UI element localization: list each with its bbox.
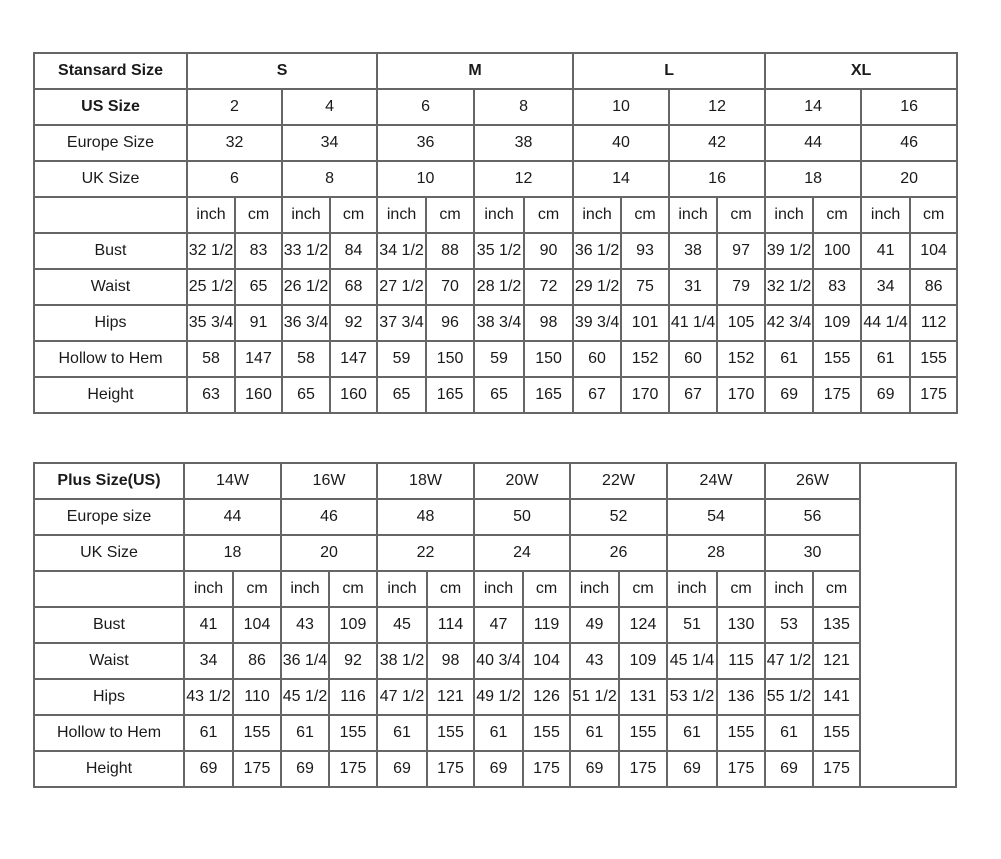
uk-size-value: 18 bbox=[765, 161, 861, 197]
plus-measurement-value: 45 bbox=[377, 607, 427, 643]
measurement-value: 29 1/2 bbox=[573, 269, 621, 305]
measurement-value: 34 1/2 bbox=[377, 233, 426, 269]
unit-inch: inch bbox=[765, 197, 813, 233]
measurement-value: 101 bbox=[621, 305, 669, 341]
plus-measurement-value: 49 bbox=[570, 607, 619, 643]
plus-measurement-value: 45 1/4 bbox=[667, 643, 717, 679]
measurement-value: 34 bbox=[861, 269, 910, 305]
plus-measurement-value: 51 bbox=[667, 607, 717, 643]
plus-measurement-row bbox=[34, 643, 956, 679]
measurement-value: 65 bbox=[474, 377, 524, 413]
measurement-value: 165 bbox=[524, 377, 573, 413]
plus-measurement-value: 109 bbox=[619, 643, 667, 679]
plus-size-value: 16W bbox=[281, 463, 377, 499]
plus-measurement-row bbox=[34, 607, 956, 643]
measurement-value: 86 bbox=[910, 269, 957, 305]
plus-measurement-row bbox=[34, 715, 956, 751]
measurement-value: 59 bbox=[377, 341, 426, 377]
measurement-value: 38 3/4 bbox=[474, 305, 524, 341]
measurement-label: Height bbox=[34, 377, 187, 413]
measurement-value: 60 bbox=[669, 341, 717, 377]
unit-inch: inch bbox=[669, 197, 717, 233]
measurement-value: 39 1/2 bbox=[765, 233, 813, 269]
plus-measurement-value: 110 bbox=[233, 679, 281, 715]
plus-uk-value: 24 bbox=[474, 535, 570, 571]
plus-measurement-value: 55 1/2 bbox=[765, 679, 813, 715]
plus-measurement-value: 34 bbox=[184, 643, 233, 679]
plus-size-value: 26W bbox=[765, 463, 860, 499]
us-size-value: 16 bbox=[861, 89, 957, 125]
uk-size-value: 8 bbox=[282, 161, 377, 197]
uk-size-value: 12 bbox=[474, 161, 573, 197]
measurement-value: 69 bbox=[765, 377, 813, 413]
measurement-value: 175 bbox=[813, 377, 861, 413]
unit-inch: inch bbox=[765, 571, 813, 607]
measurement-row bbox=[34, 233, 957, 269]
plus-measurement-value: 155 bbox=[619, 715, 667, 751]
measurement-value: 61 bbox=[765, 341, 813, 377]
measurement-value: 35 3/4 bbox=[187, 305, 235, 341]
uk-size-value: 14 bbox=[573, 161, 669, 197]
unit-cm: cm bbox=[524, 197, 573, 233]
plus-size-value: 18W bbox=[377, 463, 474, 499]
europe-size-label: Europe Size bbox=[34, 125, 187, 161]
unit-cm: cm bbox=[910, 197, 957, 233]
unit-cm: cm bbox=[619, 571, 667, 607]
unit-inch: inch bbox=[282, 197, 330, 233]
plus-measurement-value: 61 bbox=[184, 715, 233, 751]
measurement-value: 100 bbox=[813, 233, 861, 269]
measurement-row bbox=[34, 269, 957, 305]
measurement-value: 35 1/2 bbox=[474, 233, 524, 269]
plus-unit-row-blank bbox=[34, 571, 184, 607]
measurement-value: 28 1/2 bbox=[474, 269, 524, 305]
us-size-value: 6 bbox=[377, 89, 474, 125]
unit-inch: inch bbox=[573, 197, 621, 233]
plus-measurement-value: 130 bbox=[717, 607, 765, 643]
standard-size-header: Stansard Size bbox=[34, 53, 187, 89]
measurement-value: 41 1/4 bbox=[669, 305, 717, 341]
measurement-value: 65 bbox=[282, 377, 330, 413]
measurement-value: 69 bbox=[861, 377, 910, 413]
measurement-value: 26 1/2 bbox=[282, 269, 330, 305]
uk-size-value: 16 bbox=[669, 161, 765, 197]
unit-cm: cm bbox=[330, 197, 377, 233]
size-letter-0: S bbox=[187, 53, 377, 89]
plus-measurement-value: 98 bbox=[427, 643, 474, 679]
measurement-value: 63 bbox=[187, 377, 235, 413]
plus-measurement-value: 175 bbox=[233, 751, 281, 787]
plus-europe-value: 46 bbox=[281, 499, 377, 535]
plus-measurement-label: Hips bbox=[34, 679, 184, 715]
us-size-value: 10 bbox=[573, 89, 669, 125]
measurement-value: 98 bbox=[524, 305, 573, 341]
uk-size-value: 6 bbox=[187, 161, 282, 197]
plus-europe-value: 56 bbox=[765, 499, 860, 535]
measurement-value: 65 bbox=[377, 377, 426, 413]
plus-measurement-value: 175 bbox=[717, 751, 765, 787]
plus-measurement-value: 43 bbox=[570, 643, 619, 679]
unit-inch: inch bbox=[184, 571, 233, 607]
plus-measurement-value: 61 bbox=[667, 715, 717, 751]
plus-measurement-value: 104 bbox=[523, 643, 570, 679]
measurement-value: 37 3/4 bbox=[377, 305, 426, 341]
measurement-value: 112 bbox=[910, 305, 957, 341]
measurement-value: 67 bbox=[573, 377, 621, 413]
plus-measurement-value: 61 bbox=[570, 715, 619, 751]
uk-size-value: 10 bbox=[377, 161, 474, 197]
plus-measurement-value: 69 bbox=[377, 751, 427, 787]
measurement-value: 165 bbox=[426, 377, 474, 413]
plus-measurement-value: 47 bbox=[474, 607, 523, 643]
europe-size-value: 44 bbox=[765, 125, 861, 161]
plus-size-header: Plus Size(US) bbox=[34, 463, 184, 499]
unit-cm: cm bbox=[523, 571, 570, 607]
plus-measurement-value: 51 1/2 bbox=[570, 679, 619, 715]
measurement-value: 160 bbox=[235, 377, 282, 413]
plus-measurement-value: 135 bbox=[813, 607, 860, 643]
plus-measurement-value: 136 bbox=[717, 679, 765, 715]
us-size-label: US Size bbox=[34, 89, 187, 125]
measurement-value: 150 bbox=[426, 341, 474, 377]
unit-cm: cm bbox=[813, 571, 860, 607]
plus-uk-value: 20 bbox=[281, 535, 377, 571]
measurement-value: 70 bbox=[426, 269, 474, 305]
plus-uk-value: 30 bbox=[765, 535, 860, 571]
measurement-value: 150 bbox=[524, 341, 573, 377]
measurement-value: 152 bbox=[717, 341, 765, 377]
unit-inch: inch bbox=[861, 197, 910, 233]
plus-measurement-value: 45 1/2 bbox=[281, 679, 329, 715]
measurement-value: 36 1/2 bbox=[573, 233, 621, 269]
plus-measurement-label: Height bbox=[34, 751, 184, 787]
measurement-value: 90 bbox=[524, 233, 573, 269]
measurement-value: 92 bbox=[330, 305, 377, 341]
size-letter-3: XL bbox=[765, 53, 957, 89]
plus-size-value: 14W bbox=[184, 463, 281, 499]
plus-size-table bbox=[33, 462, 957, 788]
measurement-value: 38 bbox=[669, 233, 717, 269]
plus-uk-value: 22 bbox=[377, 535, 474, 571]
unit-cm: cm bbox=[235, 197, 282, 233]
plus-uk-value: 28 bbox=[667, 535, 765, 571]
measurement-value: 58 bbox=[282, 341, 330, 377]
measurement-value: 83 bbox=[235, 233, 282, 269]
unit-cm: cm bbox=[329, 571, 377, 607]
measurement-value: 32 1/2 bbox=[187, 233, 235, 269]
plus-uk-label: UK Size bbox=[34, 535, 184, 571]
plus-measurement-value: 155 bbox=[233, 715, 281, 751]
plus-measurement-label: Bust bbox=[34, 607, 184, 643]
measurement-value: 33 1/2 bbox=[282, 233, 330, 269]
plus-measurement-value: 61 bbox=[765, 715, 813, 751]
unit-inch: inch bbox=[187, 197, 235, 233]
measurement-value: 58 bbox=[187, 341, 235, 377]
unit-inch: inch bbox=[377, 197, 426, 233]
plus-measurement-value: 175 bbox=[523, 751, 570, 787]
unit-inch: inch bbox=[667, 571, 717, 607]
plus-europe-value: 44 bbox=[184, 499, 281, 535]
measurement-value: 97 bbox=[717, 233, 765, 269]
standard-letter-row bbox=[34, 53, 957, 89]
unit-cm: cm bbox=[717, 197, 765, 233]
plus-measurement-value: 69 bbox=[184, 751, 233, 787]
unit-inch: inch bbox=[281, 571, 329, 607]
plus-measurement-value: 61 bbox=[377, 715, 427, 751]
measurement-value: 79 bbox=[717, 269, 765, 305]
measurement-value: 175 bbox=[910, 377, 957, 413]
measurement-label: Waist bbox=[34, 269, 187, 305]
plus-measurement-value: 131 bbox=[619, 679, 667, 715]
uk-size-value: 20 bbox=[861, 161, 957, 197]
plus-measurement-value: 124 bbox=[619, 607, 667, 643]
europe-size-value: 36 bbox=[377, 125, 474, 161]
plus-measurement-value: 69 bbox=[474, 751, 523, 787]
measurement-value: 72 bbox=[524, 269, 573, 305]
measurement-value: 59 bbox=[474, 341, 524, 377]
plus-measurement-value: 36 1/4 bbox=[281, 643, 329, 679]
plus-size-value: 22W bbox=[570, 463, 667, 499]
plus-measurement-value: 155 bbox=[427, 715, 474, 751]
plus-uk-row bbox=[34, 535, 956, 571]
measurement-value: 147 bbox=[330, 341, 377, 377]
us-size-value: 14 bbox=[765, 89, 861, 125]
measurement-value: 96 bbox=[426, 305, 474, 341]
europe-size-value: 38 bbox=[474, 125, 573, 161]
measurement-value: 84 bbox=[330, 233, 377, 269]
plus-size-row bbox=[34, 463, 956, 499]
plus-measurement-value: 53 1/2 bbox=[667, 679, 717, 715]
measurement-value: 155 bbox=[910, 341, 957, 377]
plus-measurement-value: 114 bbox=[427, 607, 474, 643]
measurement-value: 68 bbox=[330, 269, 377, 305]
measurement-label: Hollow to Hem bbox=[34, 341, 187, 377]
unit-cm: cm bbox=[813, 197, 861, 233]
measurement-value: 36 3/4 bbox=[282, 305, 330, 341]
unit-row bbox=[34, 197, 957, 233]
plus-measurement-value: 61 bbox=[281, 715, 329, 751]
measurement-value: 104 bbox=[910, 233, 957, 269]
measurement-value: 83 bbox=[813, 269, 861, 305]
europe-size-value: 46 bbox=[861, 125, 957, 161]
plus-measurement-value: 116 bbox=[329, 679, 377, 715]
plus-measurement-value: 69 bbox=[281, 751, 329, 787]
plus-measurement-row bbox=[34, 751, 956, 787]
plus-measurement-value: 53 bbox=[765, 607, 813, 643]
measurement-value: 152 bbox=[621, 341, 669, 377]
plus-measurement-value: 69 bbox=[765, 751, 813, 787]
plus-unit-row bbox=[34, 571, 956, 607]
measurement-value: 65 bbox=[235, 269, 282, 305]
plus-measurement-label: Hollow to Hem bbox=[34, 715, 184, 751]
us-size-value: 12 bbox=[669, 89, 765, 125]
plus-measurement-value: 109 bbox=[329, 607, 377, 643]
size-letter-2: L bbox=[573, 53, 765, 89]
us-size-value: 2 bbox=[187, 89, 282, 125]
measurement-value: 109 bbox=[813, 305, 861, 341]
measurement-label: Bust bbox=[34, 233, 187, 269]
us-size-value: 4 bbox=[282, 89, 377, 125]
plus-measurement-value: 86 bbox=[233, 643, 281, 679]
plus-measurement-value: 141 bbox=[813, 679, 860, 715]
plus-measurement-value: 41 bbox=[184, 607, 233, 643]
measurement-row bbox=[34, 341, 957, 377]
plus-measurement-value: 121 bbox=[427, 679, 474, 715]
unit-cm: cm bbox=[427, 571, 474, 607]
unit-cm: cm bbox=[233, 571, 281, 607]
plus-europe-label: Europe size bbox=[34, 499, 184, 535]
plus-measurement-value: 92 bbox=[329, 643, 377, 679]
us-size-row bbox=[34, 89, 957, 125]
measurement-value: 41 bbox=[861, 233, 910, 269]
measurement-value: 31 bbox=[669, 269, 717, 305]
measurement-value: 60 bbox=[573, 341, 621, 377]
europe-size-value: 32 bbox=[187, 125, 282, 161]
plus-measurement-value: 43 bbox=[281, 607, 329, 643]
measurement-value: 25 1/2 bbox=[187, 269, 235, 305]
plus-europe-row bbox=[34, 499, 956, 535]
measurement-value: 44 1/4 bbox=[861, 305, 910, 341]
plus-measurement-value: 61 bbox=[474, 715, 523, 751]
measurement-value: 88 bbox=[426, 233, 474, 269]
unit-inch: inch bbox=[474, 197, 524, 233]
unit-cm: cm bbox=[426, 197, 474, 233]
measurement-value: 93 bbox=[621, 233, 669, 269]
plus-measurement-value: 69 bbox=[570, 751, 619, 787]
plus-uk-value: 18 bbox=[184, 535, 281, 571]
plus-europe-value: 50 bbox=[474, 499, 570, 535]
measurement-value: 27 1/2 bbox=[377, 269, 426, 305]
measurement-value: 105 bbox=[717, 305, 765, 341]
measurement-value: 170 bbox=[621, 377, 669, 413]
measurement-value: 147 bbox=[235, 341, 282, 377]
plus-measurement-value: 119 bbox=[523, 607, 570, 643]
plus-measurement-row bbox=[34, 679, 956, 715]
plus-measurement-value: 40 3/4 bbox=[474, 643, 523, 679]
europe-size-value: 42 bbox=[669, 125, 765, 161]
plus-measurement-value: 155 bbox=[523, 715, 570, 751]
plus-blank-area bbox=[860, 463, 956, 787]
plus-measurement-value: 104 bbox=[233, 607, 281, 643]
measurement-value: 160 bbox=[330, 377, 377, 413]
unit-cm: cm bbox=[717, 571, 765, 607]
measurement-label: Hips bbox=[34, 305, 187, 341]
standard-size-table bbox=[33, 52, 958, 414]
plus-measurement-value: 38 1/2 bbox=[377, 643, 427, 679]
plus-size-value: 24W bbox=[667, 463, 765, 499]
us-size-value: 8 bbox=[474, 89, 573, 125]
size-letter-1: M bbox=[377, 53, 573, 89]
measurement-value: 42 3/4 bbox=[765, 305, 813, 341]
measurement-value: 39 3/4 bbox=[573, 305, 621, 341]
plus-measurement-value: 69 bbox=[667, 751, 717, 787]
europe-size-value: 34 bbox=[282, 125, 377, 161]
plus-europe-value: 48 bbox=[377, 499, 474, 535]
unit-inch: inch bbox=[474, 571, 523, 607]
plus-measurement-value: 49 1/2 bbox=[474, 679, 523, 715]
plus-measurement-value: 155 bbox=[813, 715, 860, 751]
plus-measurement-value: 121 bbox=[813, 643, 860, 679]
measurement-value: 67 bbox=[669, 377, 717, 413]
plus-measurement-value: 175 bbox=[329, 751, 377, 787]
europe-size-value: 40 bbox=[573, 125, 669, 161]
plus-europe-value: 54 bbox=[667, 499, 765, 535]
measurement-value: 32 1/2 bbox=[765, 269, 813, 305]
plus-measurement-value: 47 1/2 bbox=[765, 643, 813, 679]
unit-row-blank bbox=[34, 197, 187, 233]
plus-measurement-label: Waist bbox=[34, 643, 184, 679]
unit-inch: inch bbox=[570, 571, 619, 607]
unit-cm: cm bbox=[621, 197, 669, 233]
plus-measurement-value: 126 bbox=[523, 679, 570, 715]
measurement-value: 155 bbox=[813, 341, 861, 377]
plus-measurement-value: 115 bbox=[717, 643, 765, 679]
plus-measurement-value: 175 bbox=[427, 751, 474, 787]
measurement-value: 91 bbox=[235, 305, 282, 341]
measurement-value: 170 bbox=[717, 377, 765, 413]
plus-measurement-value: 155 bbox=[329, 715, 377, 751]
uk-size-label: UK Size bbox=[34, 161, 187, 197]
plus-measurement-value: 43 1/2 bbox=[184, 679, 233, 715]
europe-size-row bbox=[34, 125, 957, 161]
measurement-value: 75 bbox=[621, 269, 669, 305]
plus-measurement-value: 175 bbox=[619, 751, 667, 787]
plus-europe-value: 52 bbox=[570, 499, 667, 535]
unit-inch: inch bbox=[377, 571, 427, 607]
plus-measurement-value: 155 bbox=[717, 715, 765, 751]
measurement-row bbox=[34, 377, 957, 413]
measurement-value: 61 bbox=[861, 341, 910, 377]
uk-size-row bbox=[34, 161, 957, 197]
plus-measurement-value: 175 bbox=[813, 751, 860, 787]
plus-uk-value: 26 bbox=[570, 535, 667, 571]
plus-size-value: 20W bbox=[474, 463, 570, 499]
plus-measurement-value: 47 1/2 bbox=[377, 679, 427, 715]
measurement-row bbox=[34, 305, 957, 341]
